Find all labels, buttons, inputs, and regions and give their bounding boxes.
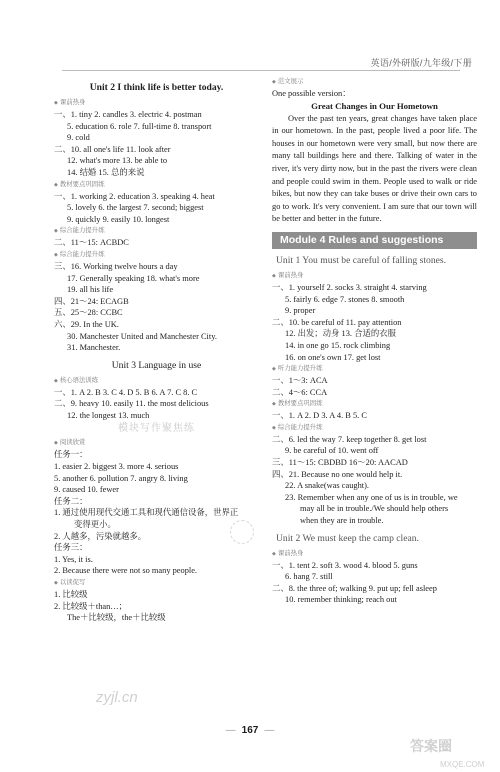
essay-title: Great Changes in Our Hometown xyxy=(311,100,438,111)
section-label: ◆ 听力能力提升练 xyxy=(272,363,477,375)
answer-line: 9. proper xyxy=(285,306,316,316)
answer-line: 变得更小。 xyxy=(74,520,116,530)
answer-line: 12. the longest 13. much xyxy=(67,410,150,420)
answer-line: 三、16. Working twelve hours a day xyxy=(54,261,178,271)
answer-line: 10. remember thinking; reach out xyxy=(285,595,397,605)
answer-line: One possible version： xyxy=(272,89,351,98)
answer-line: 任务二： xyxy=(54,496,88,506)
answer-line: The＋比较级，the＋比较级 xyxy=(67,613,166,623)
answer-line: 一、1. yourself 2. socks 3. straight 4. starving xyxy=(272,282,427,292)
unit-heading: Unit 3 Language in use xyxy=(111,359,202,371)
answer-line: when they are in trouble. xyxy=(300,516,384,526)
answer-line: 2. Because there were not so many people. xyxy=(54,566,198,576)
answer-line: 一、1. working 2. education 3. speaking 4. heat xyxy=(54,191,215,201)
section-label: ◆ 教材要点巩固练 xyxy=(272,398,477,410)
answer-line: 二、10. be careful of 11. pay attention xyxy=(272,317,402,327)
answer-line: 一、1. A 2. D 3. A 4. B 5. C xyxy=(272,411,367,421)
answer-line: 二、9. heavy 10. easily 11. the most delicious xyxy=(54,399,209,409)
answer-line: 2. 人越多，污染就越多。 xyxy=(54,531,147,541)
answer-line: 1. Yes, it is. xyxy=(54,554,93,564)
answer-line: 1. 比较级 xyxy=(54,590,88,599)
section-label: ◆ 课前热身 xyxy=(272,270,477,282)
answer-line: 5. fairly 6. edge 7. stones 8. smooth xyxy=(285,294,405,304)
answer-line: 四、21～24: ECAGB xyxy=(54,296,129,306)
module-heading: Module 4 Rules and suggestions xyxy=(272,232,477,249)
corner-watermark-site: MXQE.COM xyxy=(440,760,485,769)
unit-heading: Unit 1 You must be careful of falling stones. xyxy=(276,254,447,266)
page-number: — 167 — xyxy=(0,725,500,736)
answer-line: 9. cold xyxy=(67,133,90,143)
answer-line: 5. lovely 6. the largest 7. second; biggest xyxy=(67,203,204,213)
answer-line: 16. on one's own 17. get lost xyxy=(285,352,381,362)
answer-line: 12. 出发；动身 13. 合适的衣服 xyxy=(285,329,396,339)
section-label: ◆ 教材要点巩固练 xyxy=(54,179,259,191)
answer-line: 23. Remember when any one of us is in trouble, we xyxy=(285,492,458,502)
answer-line: 5. another 6. pollution 7. angry 8. living xyxy=(54,473,188,483)
section-label: ◆ 以读促写 xyxy=(54,577,259,589)
answer-line: 一、1. tiny 2. candles 3. electric 4. postman xyxy=(54,110,202,119)
answer-line: 30. Manchester United and Manchester City. xyxy=(67,331,217,341)
answer-line: 9. be careful of 10. went off xyxy=(285,446,379,456)
answer-line: 二、8. the three of; walking 9. put up; fell asleep xyxy=(272,583,437,593)
watermark-site: zyjl.cn xyxy=(96,689,138,706)
answer-line: 19. all his life xyxy=(67,285,114,295)
answer-line: 1. 通过使用现代交通工具和现代通信设备，世界正 xyxy=(54,508,239,518)
answer-line: 31. Manchester. xyxy=(67,343,121,353)
section-label: ◆ 综合能力提升练 xyxy=(272,422,477,434)
answer-line: 2. 比较级＋than…； xyxy=(54,601,128,611)
answer-line: 17. Generally speaking 18. what's more xyxy=(67,273,200,283)
answer-line: 二、10. all one's life 11. look after xyxy=(54,144,171,154)
answer-line: 9. caused 10. fewer xyxy=(54,485,119,495)
answer-line: 一、1～3: ACA xyxy=(272,376,328,386)
answer-line: 5. education 6. role 7. full-time 8. transport xyxy=(67,121,212,131)
section-label: ◆ 范文展示 xyxy=(272,76,477,88)
answer-line: 12. what's more 13. be able to xyxy=(67,156,168,166)
essay-paragraph: Over the past ten years, great changes have taken place in our hometown. In the past, people lived a poor life. The houses in our hometown were very small, but now there are many tall buildings here and there. Talking of water in the river, it's very dirty now, but in the past the rivers were clean and people could swim in them. People used to walk or ride bikes, but now they can take buses or drive their own cars to go to work. It's very convenient. I am sure that our town will be better and better in the future. xyxy=(272,113,477,224)
unit-heading: Unit 2 We must keep the camp clean. xyxy=(276,532,419,544)
answer-line: 二、6. led the way 7. keep together 8. get lost xyxy=(272,434,427,444)
answer-line: 1. easier 2. biggest 3. more 4. serious xyxy=(54,462,179,472)
answer-line: 二、11～15: ACBDC xyxy=(54,238,129,248)
answer-line: 任务三： xyxy=(54,543,88,553)
answer-line: 一、1. A 2. B 3. C 4. D 5. B 6. A 7. C 8. C xyxy=(54,387,198,397)
answer-line: 14. 结婚 15. 总的来说 xyxy=(67,167,145,177)
answer-line: 9. quickly 9. easily 10. longest xyxy=(67,214,170,224)
answer-line: 6. hang 7. still xyxy=(285,572,333,582)
section-label: ◆ 课前热身 xyxy=(272,548,477,560)
answer-line: 一、1. tent 2. soft 3. wood 4. blood 5. guns xyxy=(272,560,418,570)
left-column xyxy=(54,76,259,624)
section-label: ◆ 综合能力提升练 xyxy=(54,249,259,261)
header-divider xyxy=(62,70,460,71)
answer-line: 14. in one go 15. rock climbing xyxy=(285,340,391,350)
answer-line: 六、29. In the UK. xyxy=(54,319,119,329)
answer-line: 二、4～6: CCA xyxy=(272,387,328,397)
answer-line: may all be in trouble./We should help others xyxy=(300,504,449,514)
section-label: ◆ 综合能力提升练 xyxy=(54,225,259,237)
section-watermark: 模块写作聚焦练 xyxy=(118,423,195,435)
right-column xyxy=(272,76,477,606)
answer-line: 三、11～15: CBDBD 16～20: AACAD xyxy=(272,458,408,468)
unit-heading: Unit 2 I think life is better today. xyxy=(89,82,224,93)
answer-line: 五、25～28: CCBC xyxy=(54,308,123,318)
answer-line: 任务一： xyxy=(54,450,88,460)
answer-line: 22. A snake(was caught). xyxy=(285,481,369,491)
section-label: ◆ 课前热身 xyxy=(54,97,259,109)
stamp-mark xyxy=(230,520,254,544)
page-header: 英语/外研版/九年级/下册 xyxy=(370,58,472,68)
section-label: ◆ 阅读欣赏 xyxy=(54,437,259,449)
corner-watermark: 答案圈 xyxy=(410,738,452,754)
section-label: ◆ 核心语法训练 xyxy=(54,375,259,387)
answer-line: 四、21. Because no one would help it. xyxy=(272,469,403,479)
